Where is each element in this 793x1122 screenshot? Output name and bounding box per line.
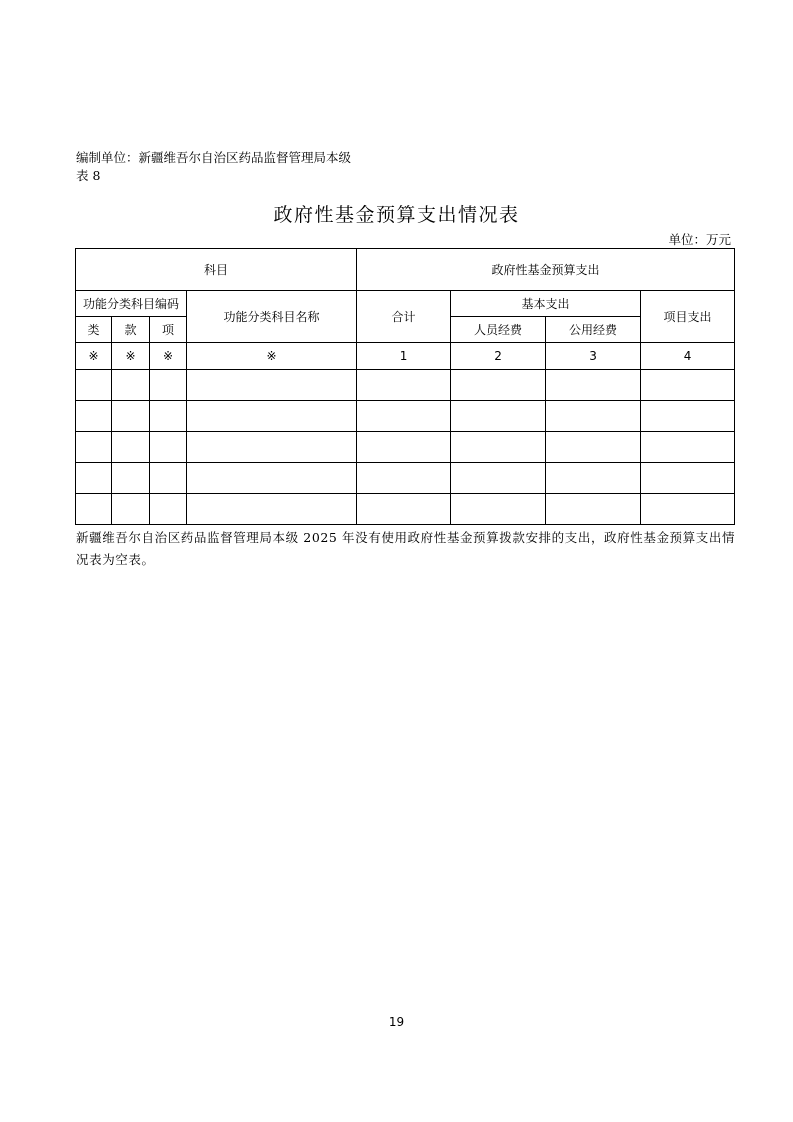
header-basic: 基本支出	[451, 291, 641, 317]
table-cell	[451, 432, 546, 463]
table-cell	[357, 432, 451, 463]
table-cell	[112, 432, 150, 463]
table-row	[76, 463, 735, 494]
table-cell	[451, 401, 546, 432]
table-cell	[357, 401, 451, 432]
table-cell	[451, 494, 546, 525]
budget-table	[75, 248, 735, 525]
marker-cell: ※	[187, 343, 357, 370]
table-cell	[641, 432, 735, 463]
table-cell	[187, 401, 357, 432]
unit-label: 单位：万元	[668, 232, 731, 247]
table-row	[76, 432, 735, 463]
table-cell	[150, 432, 187, 463]
table-cell	[112, 463, 150, 494]
page-title: 政府性基金预算支出情况表	[273, 204, 520, 226]
header-name: 功能分类科目名称	[187, 291, 357, 343]
table-row	[76, 401, 735, 432]
table-cell	[357, 494, 451, 525]
table-cell	[187, 432, 357, 463]
table-cell	[546, 494, 641, 525]
table-cell	[76, 494, 112, 525]
header-project: 项目支出	[641, 291, 735, 343]
table-cell	[641, 401, 735, 432]
table-cell	[112, 370, 150, 401]
table-cell	[451, 370, 546, 401]
marker-cell: 4	[641, 343, 735, 370]
table-number: 表 8	[76, 168, 101, 183]
table-cell	[357, 463, 451, 494]
marker-cell: ※	[150, 343, 187, 370]
table-cell	[150, 463, 187, 494]
table-cell	[187, 494, 357, 525]
table-cell	[546, 370, 641, 401]
header-lei: 类	[76, 317, 112, 343]
empty-table-note: 新疆维吾尔自治区药品监督管理局本级 2025 年没有使用政府性基金预算拨款安排的支出，政府性基金预算支出情况表为空表。	[76, 530, 736, 567]
table-cell	[357, 370, 451, 401]
header-personnel: 人员经费	[451, 317, 546, 343]
table-cell	[546, 432, 641, 463]
table-cell	[76, 370, 112, 401]
table-cell	[150, 370, 187, 401]
header-code: 功能分类科目编码	[76, 291, 187, 317]
marker-cell: 1	[357, 343, 451, 370]
table-cell	[187, 370, 357, 401]
table-cell	[451, 463, 546, 494]
marker-cell: 3	[546, 343, 641, 370]
table-cell	[112, 494, 150, 525]
marker-cell: ※	[76, 343, 112, 370]
page-number: 19	[388, 1015, 405, 1029]
table-cell	[641, 370, 735, 401]
table-cell	[187, 463, 357, 494]
table-cell	[641, 463, 735, 494]
header-xiang: 项	[150, 317, 187, 343]
table-cell	[150, 401, 187, 432]
table-cell	[546, 401, 641, 432]
table-row	[76, 370, 735, 401]
header-kuan: 款	[112, 317, 150, 343]
table-cell	[76, 432, 112, 463]
header-subject: 科目	[76, 249, 357, 291]
marker-cell: 2	[451, 343, 546, 370]
header-public: 公用经费	[546, 317, 641, 343]
table-cell	[76, 463, 112, 494]
header-fund-expense: 政府性基金预算支出	[357, 249, 735, 291]
table-cell	[546, 463, 641, 494]
table-row	[76, 494, 735, 525]
header-total: 合计	[357, 291, 451, 343]
marker-cell: ※	[112, 343, 150, 370]
compiling-unit: 编制单位：新疆维吾尔自治区药品监督管理局本级	[76, 150, 352, 165]
table-cell	[112, 401, 150, 432]
table-cell	[76, 401, 112, 432]
table-cell	[641, 494, 735, 525]
marker-row	[76, 343, 735, 370]
table-cell	[150, 494, 187, 525]
